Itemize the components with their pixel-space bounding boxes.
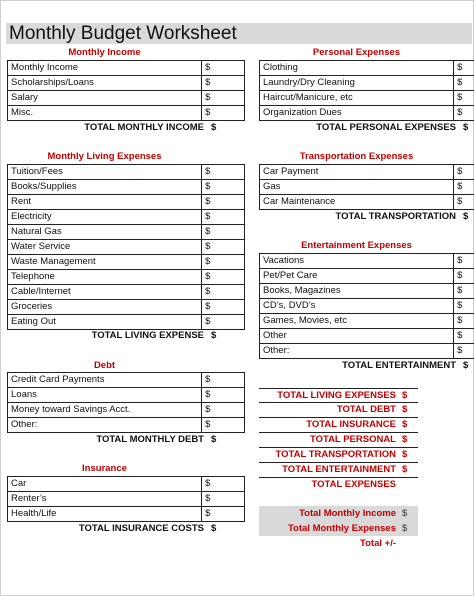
table-row: [260, 269, 474, 284]
row-label: Other: [260, 329, 454, 343]
total-monthly-income-row: [259, 506, 418, 521]
summary-label: TOTAL ENTERTAINMENT: [259, 463, 399, 478]
table-row: [8, 477, 245, 492]
total-currency: $: [211, 122, 217, 133]
total-row-debt: [7, 432, 247, 447]
total-row-entertainment: [259, 358, 474, 373]
section-heading-living-expenses: Monthly Living Expenses: [47, 151, 162, 162]
total-currency: $: [463, 211, 469, 222]
row-label: Waste Management: [8, 255, 202, 269]
amount-field[interactable]: $: [454, 61, 474, 75]
amount-field[interactable]: $: [454, 314, 474, 328]
amount-field[interactable]: $: [454, 329, 474, 343]
total-label: TOTAL INSURANCE COSTS: [78, 523, 204, 534]
section-heading-monthly-income: Monthly Income: [68, 47, 141, 58]
table-row: [8, 165, 245, 180]
amount-field[interactable]: $: [202, 388, 245, 402]
row-label: Car Payment: [260, 165, 454, 179]
table-debt: [7, 372, 245, 433]
table-row: [8, 106, 245, 121]
amount-field[interactable]: $: [454, 91, 474, 105]
amount-field[interactable]: $: [454, 106, 474, 120]
total-expenses-label: TOTAL EXPENSES: [311, 479, 396, 490]
summary-currency: $: [399, 403, 418, 418]
section-heading-entertainment: Entertainment Expenses: [301, 240, 412, 251]
table-row: [260, 61, 474, 76]
amount-field[interactable]: $: [202, 210, 245, 224]
row-label: Organization Dues: [260, 106, 454, 120]
amount-field[interactable]: $: [202, 225, 245, 239]
total-monthly-expenses-currency: $: [402, 523, 408, 534]
table-living-expenses: [7, 164, 245, 330]
total-currency: $: [463, 122, 469, 133]
amount-field[interactable]: $: [202, 255, 245, 269]
amount-field[interactable]: $: [202, 373, 245, 387]
row-label: Haircut/Manicure, etc: [260, 91, 454, 105]
amount-field[interactable]: $: [202, 61, 245, 75]
table-row: [260, 106, 474, 121]
amount-field[interactable]: $: [202, 106, 245, 120]
table-transportation: [259, 164, 474, 210]
amount-field[interactable]: $: [202, 91, 245, 105]
row-label: Gas: [260, 180, 454, 194]
summary-row: [259, 403, 418, 418]
row-label: Water Service: [8, 240, 202, 254]
table-row: [260, 180, 474, 195]
amount-field[interactable]: $: [202, 195, 245, 209]
row-label: Tuition/Fees: [8, 165, 202, 179]
row-label: Loans: [8, 388, 202, 402]
total-label: TOTAL ENTERTAINMENT: [342, 360, 456, 371]
row-label: Credit Card Payments: [8, 373, 202, 387]
row-label: Telephone: [8, 270, 202, 284]
table-monthly-income: [7, 60, 245, 121]
row-label: Pet/Pet Care: [260, 269, 454, 283]
table-row: [260, 165, 474, 180]
amount-field[interactable]: $: [454, 165, 474, 179]
total-label: TOTAL TRANSPORTATION: [335, 211, 456, 222]
amount-field[interactable]: $: [202, 492, 245, 506]
total-currency: $: [211, 330, 217, 341]
amount-field[interactable]: $: [202, 165, 245, 179]
amount-field[interactable]: $: [202, 418, 245, 432]
total-row-transportation: [259, 209, 474, 224]
total-currency: $: [211, 434, 217, 445]
table-row: [260, 299, 474, 314]
table-row: [8, 195, 245, 210]
table-row: [8, 418, 245, 433]
table-row: [8, 388, 245, 403]
amount-field[interactable]: $: [202, 240, 245, 254]
amount-field[interactable]: $: [202, 76, 245, 90]
amount-field[interactable]: $: [202, 285, 245, 299]
summary-row: [259, 433, 418, 448]
summary-row: [259, 388, 418, 403]
table-row: [8, 373, 245, 388]
summary-totals: [259, 388, 418, 493]
table-row: [8, 300, 245, 315]
total-row-personal-expenses: [259, 120, 474, 135]
table-row: [8, 403, 245, 418]
total-label: TOTAL MONTHLY DEBT: [96, 434, 204, 445]
table-row: [260, 344, 474, 359]
table-entertainment: [259, 253, 474, 359]
row-label: Other:: [260, 344, 454, 358]
total-currency: $: [463, 360, 469, 371]
amount-field[interactable]: $: [454, 76, 474, 90]
row-label: Monthly Income: [8, 61, 202, 75]
table-row: [8, 507, 245, 522]
row-label: Salary: [8, 91, 202, 105]
table-row: [260, 76, 474, 91]
row-label: Car: [8, 477, 202, 491]
row-label: Electricity: [8, 210, 202, 224]
net-total-label: Total +/-: [360, 538, 396, 549]
row-label: Groceries: [8, 300, 202, 314]
summary-label: TOTAL INSURANCE: [259, 418, 399, 433]
summary-currency: $: [399, 388, 418, 403]
section-heading-debt: Debt: [93, 360, 116, 371]
net-total-row: [259, 536, 418, 551]
table-insurance: [7, 476, 245, 522]
row-label: Misc.: [8, 106, 202, 120]
amount-field[interactable]: $: [202, 403, 245, 417]
row-label: Health/Life: [8, 507, 202, 521]
table-row: [8, 270, 245, 285]
row-label: Natural Gas: [8, 225, 202, 239]
total-label: TOTAL MONTHLY INCOME: [84, 122, 204, 133]
row-label: CD’s, DVD’s: [260, 299, 454, 313]
total-expenses-row: [259, 478, 418, 493]
table-row: [8, 91, 245, 106]
table-row: [8, 210, 245, 225]
total-monthly-expenses-label: Total Monthly Expenses: [287, 523, 396, 534]
section-heading-transportation: Transportation Expenses: [299, 151, 414, 162]
table-row: [8, 492, 245, 507]
summary-currency: $: [399, 448, 418, 463]
total-row-living-expenses: [7, 328, 247, 343]
row-label: Renter’s: [8, 492, 202, 506]
summary-row: [259, 463, 418, 478]
row-label: Eating Out: [8, 315, 202, 329]
table-row: [8, 76, 245, 91]
table-row: [8, 180, 245, 195]
amount-field[interactable]: $: [202, 477, 245, 491]
row-label: Games, Movies, etc: [260, 314, 454, 328]
row-label: Laundry/Dry Cleaning: [260, 76, 454, 90]
row-label: Car Maintenance: [260, 195, 454, 209]
table-row: [8, 255, 245, 270]
row-label: Cable/Internet: [8, 285, 202, 299]
total-currency: $: [211, 523, 217, 534]
total-label: TOTAL PERSONAL EXPENSES: [316, 122, 456, 133]
amount-field[interactable]: $: [454, 254, 474, 268]
summary-currency: $: [399, 433, 418, 448]
summary-label: TOTAL DEBT: [259, 403, 399, 418]
amount-field[interactable]: $: [454, 180, 474, 194]
total-label: TOTAL LIVING EXPENSE: [91, 330, 204, 341]
table-row: [8, 225, 245, 240]
section-heading-insurance: Insurance: [82, 463, 127, 474]
row-label: Clothing: [260, 61, 454, 75]
total-monthly-income-currency: $: [402, 508, 408, 519]
amount-field[interactable]: $: [202, 270, 245, 284]
amount-field[interactable]: $: [202, 180, 245, 194]
total-row-insurance: [7, 521, 247, 536]
page-title: Monthly Budget Worksheet: [9, 23, 237, 44]
amount-field[interactable]: $: [454, 299, 474, 313]
amount-field[interactable]: $: [202, 300, 245, 314]
amount-field[interactable]: $: [454, 269, 474, 283]
row-label: Books, Magazines: [260, 284, 454, 298]
table-row: [8, 61, 245, 76]
table-row: [260, 195, 474, 210]
amount-field[interactable]: $: [454, 284, 474, 298]
table-row: [260, 284, 474, 299]
total-row-monthly-income: [7, 120, 247, 135]
table-row: [260, 314, 474, 329]
amount-field[interactable]: $: [202, 315, 245, 329]
final-totals: [259, 506, 418, 551]
table-personal-expenses: [259, 60, 474, 121]
summary-label: TOTAL PERSONAL: [259, 433, 399, 448]
amount-field[interactable]: $: [202, 507, 245, 521]
row-label: Books/Supplies: [8, 180, 202, 194]
total-monthly-expenses-row: [259, 521, 418, 536]
row-label: Rent: [8, 195, 202, 209]
summary-currency: $: [399, 418, 418, 433]
summary-currency: $: [399, 463, 418, 478]
summary-label: TOTAL LIVING EXPENSES: [259, 388, 399, 403]
summary-row: [259, 448, 418, 463]
total-monthly-income-label: Total Monthly Income: [299, 508, 396, 519]
table-row: [260, 91, 474, 106]
table-row: [8, 285, 245, 300]
row-label: Other:: [8, 418, 202, 432]
summary-row: [259, 418, 418, 433]
summary-label: TOTAL TRANSPORTATION: [259, 448, 399, 463]
row-label: Money toward Savings Acct.: [8, 403, 202, 417]
amount-field[interactable]: $: [454, 195, 474, 209]
table-row: [260, 329, 474, 344]
table-row: [260, 254, 474, 269]
section-heading-personal-expenses: Personal Expenses: [312, 47, 401, 58]
amount-field[interactable]: $: [454, 344, 474, 358]
row-label: Scholarships/Loans: [8, 76, 202, 90]
table-row: [8, 240, 245, 255]
row-label: Vacations: [260, 254, 454, 268]
